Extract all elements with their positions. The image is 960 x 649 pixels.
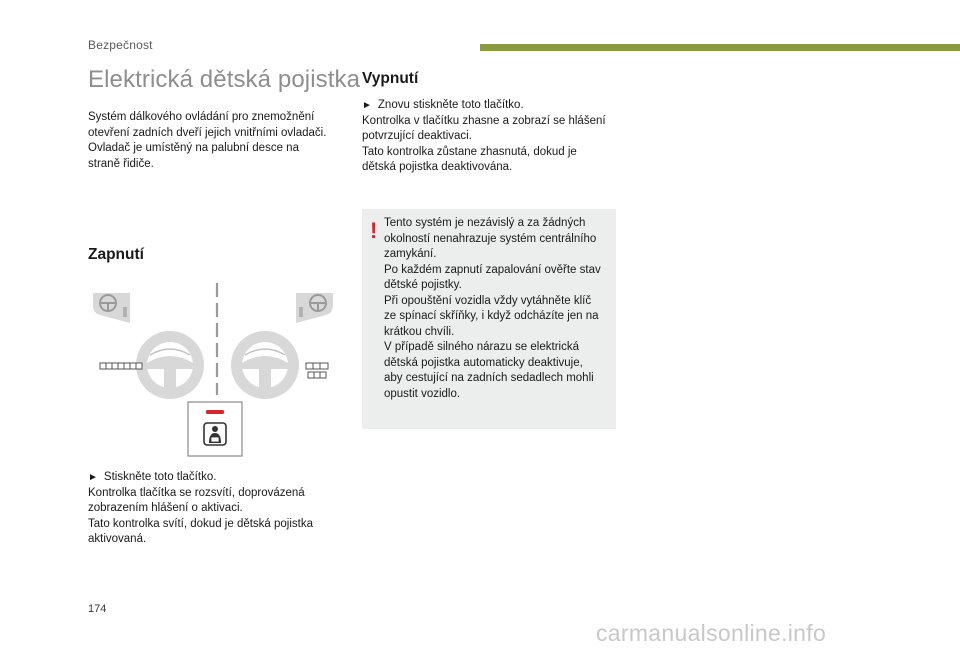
intro-paragraph <box>88 110 348 172</box>
vypnuti-line: potvrzující deaktivaci. <box>362 130 472 142</box>
warning-line: krátkou chvíli. <box>384 325 455 338</box>
warning-line: aby cestující na zadních sedadlech mohli <box>384 372 594 384</box>
intro-line: otevření zadních dveří jejich vnitřními ovladači. <box>88 126 327 139</box>
warning-line: opustit vozidlo. <box>384 387 461 400</box>
warning-line: Po každém zapnutí zapalování ověřte stav <box>384 263 601 276</box>
warning-line: dětská pojistka automaticky deaktivuje, <box>384 356 583 369</box>
zapnuti-text <box>88 470 348 548</box>
header-accent-bar <box>480 44 960 51</box>
zapnuti-bullet <box>88 470 348 486</box>
vypnuti-bullet-text: Znovu stiskněte toto tlačítko. <box>377 99 524 111</box>
warning-exclamation-icon: ! <box>370 218 378 243</box>
intro-line: Ovladač je umístěný na palubní desce na <box>88 142 299 154</box>
intro-line: straně řidiče. <box>88 157 154 170</box>
zapnuti-line: zobrazením hlášení o aktivaci. <box>88 502 243 514</box>
vypnuti-line: dětská pojistka deaktivována. <box>362 161 513 173</box>
steering-wheel-left-icon <box>136 331 204 399</box>
page-title: Elektrická dětská pojistka <box>88 66 361 93</box>
warning-text <box>384 216 610 402</box>
child-lock-button-icon <box>188 402 242 456</box>
zapnuti-bullet-text: Stiskněte toto tlačítko. <box>103 471 217 483</box>
steering-wheel-right-icon <box>231 331 299 399</box>
warning-line: zamykání. <box>384 248 437 260</box>
zapnuti-line: Kontrolka tlačítka se rozsvítí, doprovázená <box>88 486 305 499</box>
warning-line: V případě silného nárazu se elektrická <box>384 341 579 353</box>
control-keys-right-icon <box>306 363 328 378</box>
heading-zapnuti: Zapnutí <box>88 246 144 263</box>
dashboard-left-icon <box>93 293 130 323</box>
warning-line: okolností nenahrazuje systém centrálního <box>384 232 597 245</box>
zapnuti-line: Tato kontrolka svítí, dokud je dětská pojistka <box>88 517 314 530</box>
section-label: Bezpečnost <box>88 38 153 52</box>
intro-line: Systém dálkového ovládání pro znemožnění <box>88 111 315 123</box>
vypnuti-bullet <box>362 98 622 114</box>
warning-line: dětské pojistky. <box>384 279 462 291</box>
vypnuti-line: Tato kontrolka zůstane zhasnutá, dokud je <box>362 145 577 158</box>
arrow-bullet-icon: ► <box>362 100 372 111</box>
warning-line: ze spínací skříňky, i když odcházíte jen na <box>384 310 599 322</box>
control-keys-left-icon <box>100 363 142 369</box>
dashboard-right-icon <box>296 293 333 323</box>
heading-vypnuti: Vypnutí <box>362 70 419 87</box>
vypnuti-line: Kontrolka v tlačítku zhasne a zobrazí se hlášení <box>362 114 606 127</box>
warning-line: Tento systém je nezávislý a za žádných <box>384 217 586 229</box>
warning-line: Při opouštění vozidla vždy vytáhněte klíč <box>384 294 592 307</box>
page-number: 174 <box>88 603 107 615</box>
arrow-bullet-icon: ► <box>88 472 98 483</box>
watermark: carmanualsonline.info <box>596 620 827 646</box>
child-lock-illustration <box>88 283 348 463</box>
zapnuti-line: aktivovaná. <box>88 533 147 545</box>
vypnuti-text <box>362 98 622 176</box>
